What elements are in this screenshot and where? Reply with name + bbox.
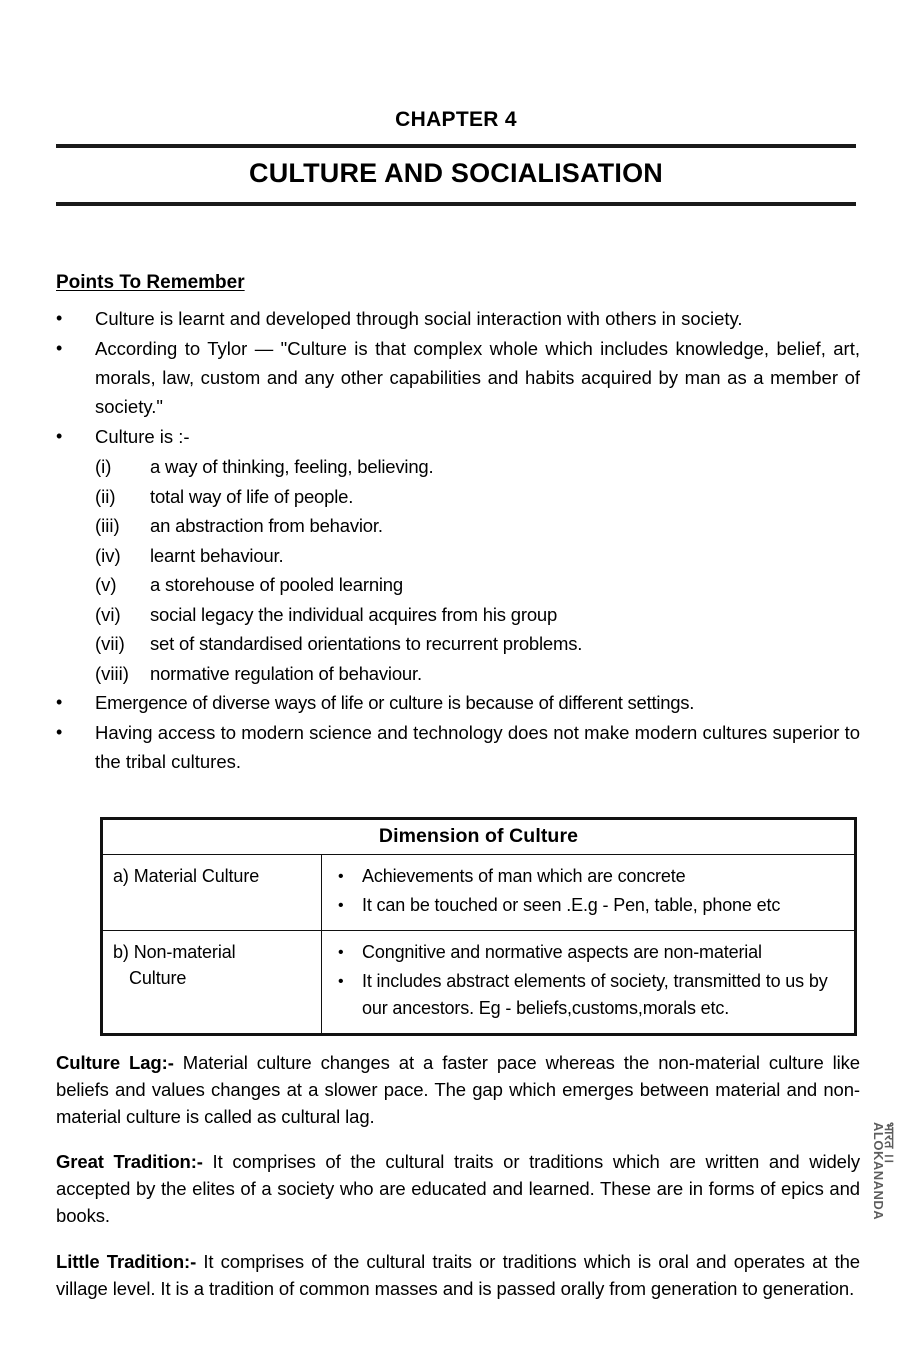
list-item-text: It includes abstract elements of society, transmitted to us by our ancestors. Eg - beliefs,customs,morals etc. — [362, 971, 828, 1018]
list-item-marker: (vi) — [95, 603, 121, 625]
list-item-text: learnt behaviour. — [150, 544, 284, 566]
definition-term: Culture Lag:- — [56, 1051, 174, 1073]
table-row — [103, 855, 855, 931]
margin-watermark-line-2: ALOKANANDA — [871, 1122, 886, 1221]
list-item — [56, 570, 860, 600]
bullet-icon: • — [338, 868, 344, 885]
table-cell-items — [322, 855, 855, 931]
list-item — [56, 422, 860, 451]
bullet-icon: • — [338, 944, 344, 961]
list-item — [56, 600, 860, 630]
definition-little-tradition — [56, 1248, 860, 1302]
list-item — [56, 304, 860, 333]
roman-sub-list — [56, 452, 860, 688]
bullet-icon: • — [56, 308, 63, 328]
bullet-icon: • — [338, 897, 344, 914]
list-item-marker: (iv) — [95, 544, 121, 566]
list-item-text: social legacy the individual acquires from his group — [150, 603, 558, 625]
margin-watermark — [871, 1120, 906, 1310]
table-header-cell: Dimension of Culture — [103, 820, 855, 855]
list-item-marker: (i) — [95, 456, 112, 477]
section-heading: Points To Remember — [56, 272, 245, 293]
list-item-text: Achievements of man which are concrete — [362, 866, 686, 886]
list-item-text: Congnitive and normative aspects are non-material — [362, 942, 762, 962]
list-item-text: total way of life of people. — [150, 485, 354, 507]
list-item-text: It can be touched or seen .E.g - Pen, table, phone etc — [362, 895, 781, 915]
list-item — [56, 718, 860, 776]
list-item-text: set of standardised orientations to recurrent problems. — [150, 633, 583, 654]
definition-term: Great Tradition:- — [56, 1151, 203, 1172]
header-rule-bottom — [56, 202, 856, 206]
definition-great-tradition — [56, 1148, 860, 1229]
list-item-marker: (viii) — [95, 662, 129, 684]
bullet-icon: • — [338, 973, 344, 990]
header-rule-top — [56, 144, 856, 148]
list-item-marker: (ii) — [95, 485, 116, 507]
table-cell-category — [103, 855, 322, 931]
list-item — [338, 863, 846, 890]
table-cell-items — [322, 931, 855, 1034]
definition-body: It comprises of the cultural traits or traditions which is oral and operates at the village level. It is a tradition of common masses and is passed orally from generation to generation. — [56, 1250, 860, 1299]
list-item-text: Culture is :- — [95, 426, 190, 447]
list-item — [338, 939, 846, 966]
list-item — [338, 968, 846, 1022]
list-item — [56, 541, 860, 571]
bullet-icon: • — [56, 722, 63, 742]
chapter-label: CHAPTER 4 — [395, 108, 517, 131]
category-line-2: Culture — [129, 968, 187, 988]
page-title: CULTURE AND SOCIALISATION — [249, 158, 663, 188]
dimension-of-culture-table — [100, 817, 857, 1036]
list-item-text: a storehouse of pooled learning — [150, 574, 403, 595]
category-line-1: a) Material Culture — [113, 866, 260, 886]
points-list — [56, 304, 860, 777]
list-item-text: an abstraction from behavior. — [150, 515, 383, 536]
table-cell-category — [103, 931, 322, 1034]
definition-body: Material culture changes at a faster pace whereas the non-material culture like beliefs and values changes at a slower pace. The gap which emerges between material and non-material culture is called as cultural lag. — [56, 1051, 860, 1127]
list-item — [56, 511, 860, 541]
list-item — [56, 482, 860, 512]
bullet-icon: • — [56, 426, 63, 446]
margin-watermark-line-1: भारत ।। — [882, 1122, 897, 1164]
list-item-text: Having access to modern science and technology does not make modern cultures superior to the tribal cultures. — [95, 722, 860, 772]
category-line-1: b) Non-material — [113, 942, 236, 962]
list-item-text: Emergence of diverse ways of life or culture is because of different settings. — [95, 692, 695, 713]
list-item-marker: (iii) — [95, 515, 120, 536]
list-item-text: a way of thinking, feeling, believing. — [150, 456, 434, 477]
list-item — [56, 452, 860, 482]
bullet-icon: • — [56, 338, 63, 358]
bullet-icon: • — [56, 692, 63, 712]
definition-culture-lag — [56, 1049, 860, 1130]
list-item-text: normative regulation of behaviour. — [150, 662, 422, 684]
list-item — [56, 629, 860, 659]
table-header-row — [103, 820, 855, 855]
list-item — [56, 659, 860, 689]
list-item — [338, 892, 846, 919]
definition-term: Little Tradition:- — [56, 1250, 197, 1272]
list-item — [56, 334, 860, 421]
list-item-text: Culture is learnt and developed through social interaction with others in society. — [95, 308, 743, 329]
table-row — [103, 931, 855, 1034]
list-item-marker: (vii) — [95, 633, 125, 654]
list-item-text: According to Tylor — "Culture is that complex whole which includes knowledge, belief, art, morals, law, custom and any other capabilities and habits acquired by man as a member of society." — [95, 338, 860, 417]
list-item-marker: (v) — [95, 574, 117, 595]
definition-body: It comprises of the cultural traits or traditions which are written and widely accepted by the elites of a society who are educated and learned. These are in forms of epics and books. — [56, 1151, 861, 1226]
definitions-section — [56, 1030, 860, 1316]
list-item — [56, 688, 860, 717]
